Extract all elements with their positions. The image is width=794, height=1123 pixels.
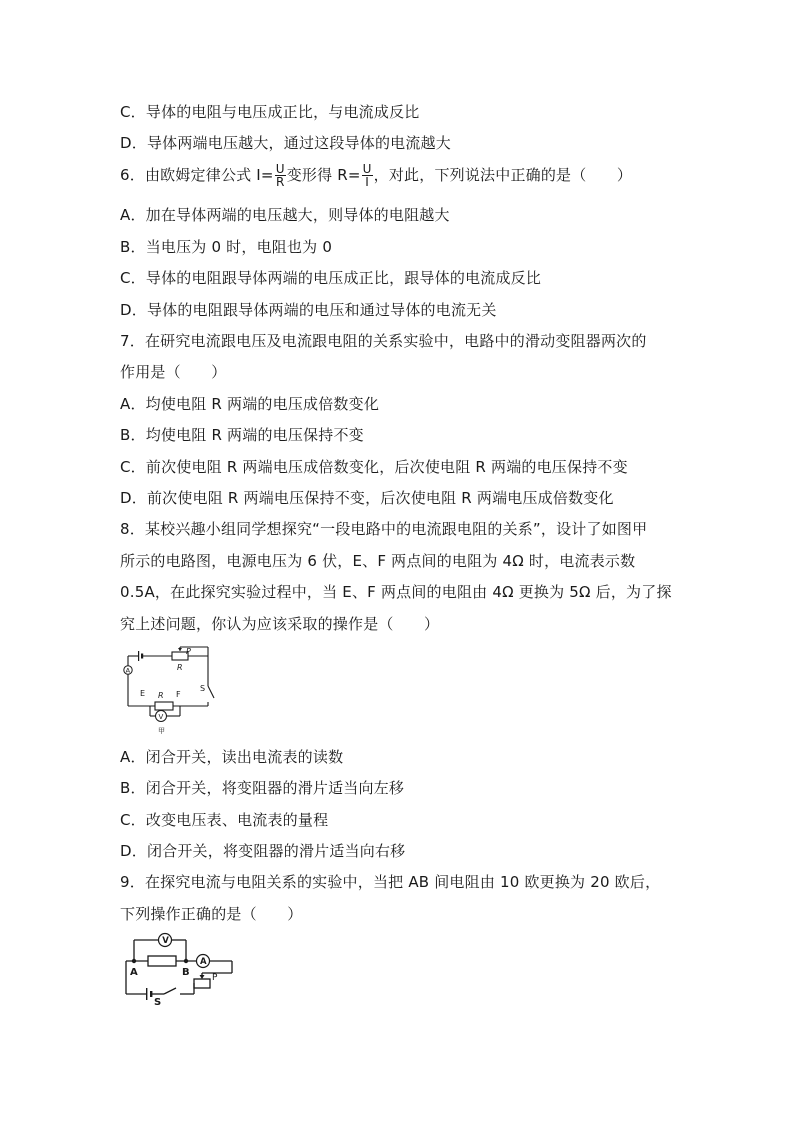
label-b: B [182,967,190,978]
label-a: A [130,967,138,978]
fraction-u-over-i [362,163,373,188]
label-p: P [212,973,218,983]
label-switch: S [154,997,162,1006]
label-switch: S [200,684,206,693]
q6-option-b: B．当电压为 0 时，电阻也为 0 [120,238,333,256]
q6-stem-mid: 变形得 R= [286,166,361,184]
q8-option-c: C．改变电压表、电流表的量程 [120,811,329,829]
q5-option-c: C．导体的电阻与电压成正比，与电流成反比 [120,103,420,121]
fraction-numerator: U [275,162,285,176]
q8-stem-line3: 0.5A，在此探究实验过程中，当 E、F 两点间的电阻由 4Ω 更换为 5Ω 后，为了探 [120,583,672,601]
q6-option-c: C．导体的电阻跟导体两端的电压成正比，跟导体的电流成反比 [120,269,542,287]
q6-option-d: D．导体的电阻跟导体两端的电压和通过导体的电流无关 [120,301,497,319]
q8-stem-line2: 所示的电路图，电源电压为 6 伏，E、F 两点间的电阻为 4Ω 时，电流表示数 [120,552,636,570]
q6-stem-post: ，对此，下列说法中正确的是（ ） [373,166,633,184]
slider-arrow-icon [178,648,182,651]
q7-option-d: D．前次使电阻 R 两端电压保持不变，后次使电阻 R 两端电压成倍数变化 [120,489,614,507]
label-e: E [140,689,146,698]
label-resistor: R [158,691,164,700]
junction-a [132,959,136,963]
circuit-diagram-fig9 [118,930,240,1006]
battery-short-plate [141,654,143,659]
q6-option-a: A．加在导体两端的电压越大，则导体的电阻越大 [120,206,450,224]
q9-stem-line1: 9．在探究电流与电阻关系的实验中，当把 AB 间电阻由 10 欧更换为 20 欧后， [120,873,661,891]
q8-stem-line1: 8．某校兴趣小组同学想探究“一段电路中的电流跟电阻的关系”，设计了如图甲 [120,520,648,538]
fraction-numerator: U [362,162,372,176]
q7-stem-line2: 作用是（ ） [120,363,227,381]
label-p: P [186,647,191,656]
voltmeter-letter: V [158,713,164,721]
q7-option-c: C．前次使电阻 R 两端电压成倍数变化，后次使电阻 R 两端的电压保持不变 [120,458,628,476]
q9-stem-line2: 下列操作正确的是（ ） [120,905,303,923]
q7-stem-line1: 7．在研究电流跟电压及电流跟电阻的关系实验中，电路中的滑动变阻器两次的 [120,332,647,350]
junction-b [184,959,188,963]
label-rheostat: R [177,663,183,672]
battery-long-plate [138,651,139,661]
ammeter-letter: A [125,666,131,675]
ammeter-letter: A [200,957,207,968]
label-f: F [176,690,181,699]
q6-stem [120,163,632,188]
fraction-u-over-r [275,163,286,188]
q7-option-a: A．均使电阻 R 两端的电压成倍数变化 [120,395,380,413]
voltmeter-letter: V [162,936,169,947]
figure-caption: 甲 [158,727,165,735]
q5-option-d: D．导体两端电压越大，通过这段导体的电流越大 [120,134,451,152]
fraction-denominator: R [275,175,285,189]
battery-long-plate [146,988,147,1000]
q7-option-b: B．均使电阻 R 两端的电压保持不变 [120,426,364,444]
battery-short-plate [150,991,152,997]
circuit-diagram-fig8 [118,644,220,736]
q8-option-d: D．闭合开关，将变阻器的滑片适当向右移 [120,842,406,860]
q8-option-a: A．闭合开关，读出电流表的读数 [120,748,344,766]
fraction-denominator: I [365,175,370,189]
q8-stem-line4: 究上述问题，你认为应该采取的操作是（ ） [120,615,440,633]
q6-stem-pre: 6．由欧姆定律公式 I= [120,166,274,184]
q8-option-b: B．闭合开关，将变阻器的滑片适当向左移 [120,779,405,797]
